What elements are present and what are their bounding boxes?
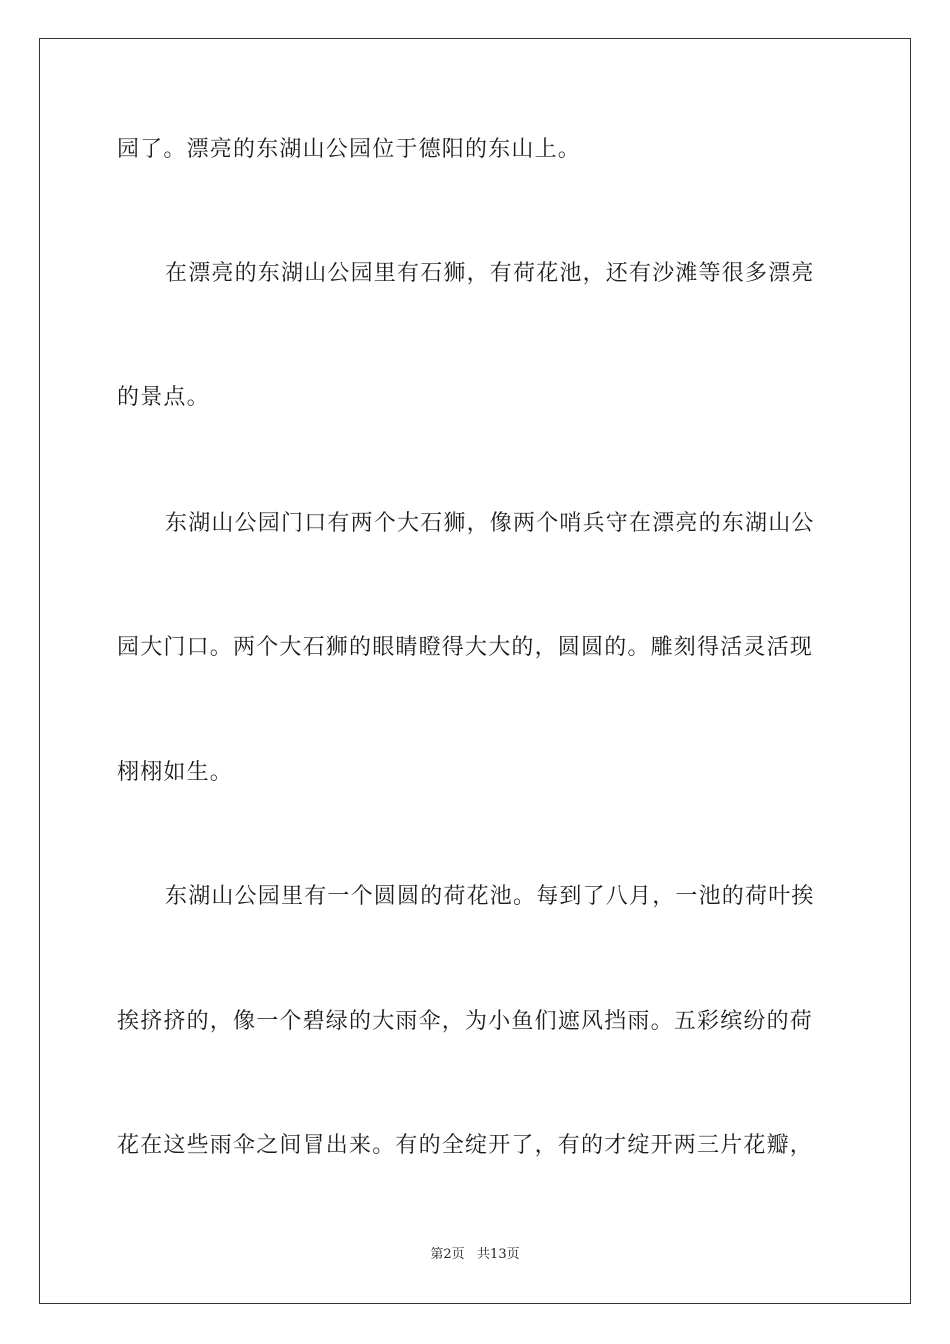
- text-line: 栩栩如生。: [117, 760, 234, 785]
- page-border: [39, 38, 911, 1304]
- text-line: 花在这些雨伞之间冒出来。有的全绽开了，有的才绽开两三片花瓣，: [117, 1133, 814, 1158]
- text-line: 园大门口。两个大石狮的眼睛瞪得大大的，圆圆的。雕刻得活灵活现: [117, 635, 814, 660]
- paragraph-start-line: 东湖山公园里有一个圆圆的荷花池。每到了八月，一池的荷叶挨: [165, 884, 815, 909]
- text-line: 挨挤挤的，像一个碧绿的大雨伞，为小鱼们遮风挡雨。五彩缤纷的荷: [117, 1009, 814, 1034]
- page-number-footer: 第2页 共13页: [430, 1247, 520, 1262]
- paragraph-start-line: 在漂亮的东湖山公园里有石狮，有荷花池，还有沙滩等很多漂亮: [165, 261, 815, 286]
- text-line: 园了。漂亮的东湖山公园位于德阳的东山上。: [117, 137, 582, 162]
- text-line: 的景点。: [117, 385, 210, 410]
- paragraph-start-line: 东湖山公园门口有两个大石狮，像两个哨兵守在漂亮的东湖山公: [165, 511, 815, 536]
